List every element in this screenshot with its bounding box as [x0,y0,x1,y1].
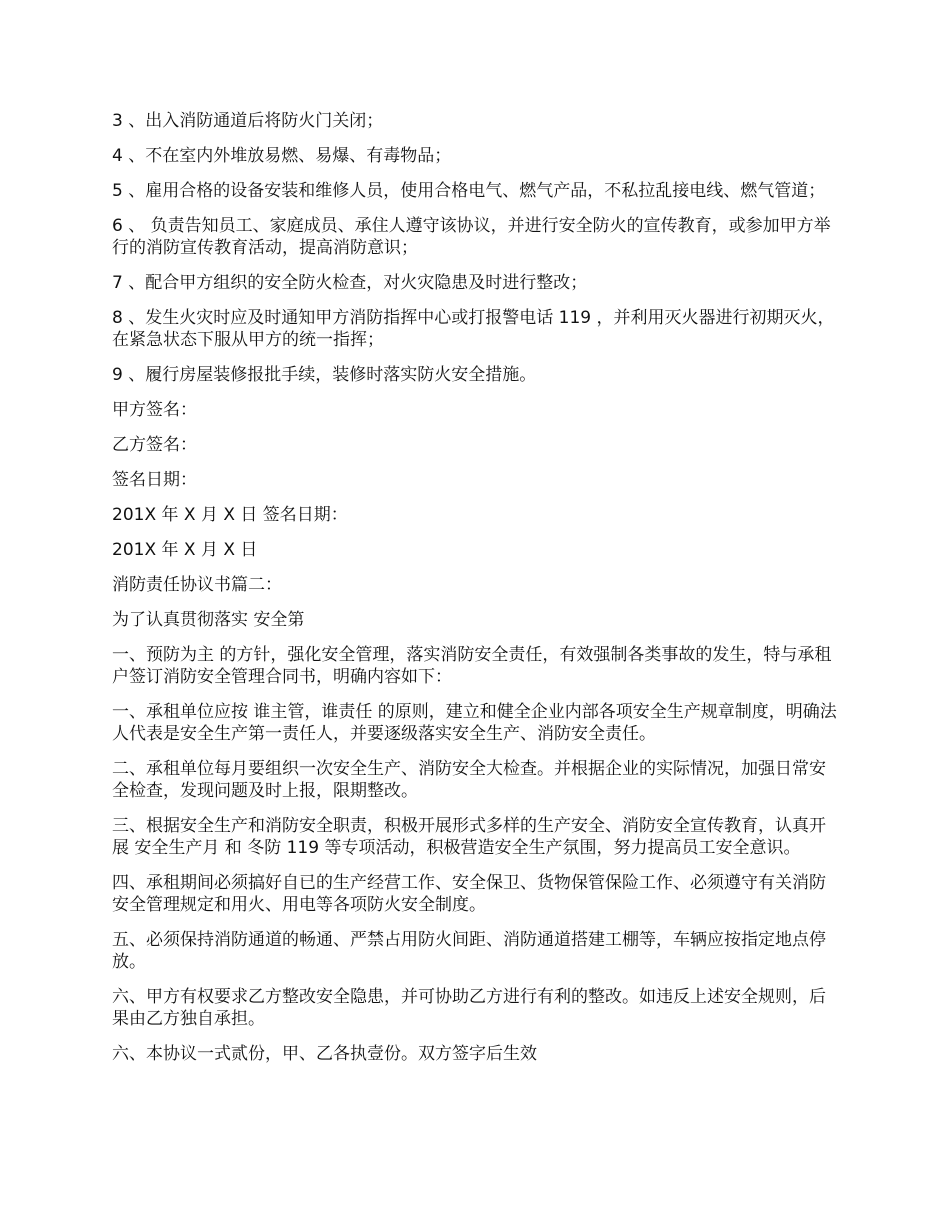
party-a-signature: 甲方签名： [112,400,197,420]
clause-7: 7 、配合甲方组织的安全防火检查，对火灾隐患及时进行整改； [112,273,588,293]
article-6-duplicate: 六、本协议一式贰份，甲、乙各执壹份。双方签字后生效 [112,1044,537,1064]
clause-6: 6 、 负责告知员工、家庭成员、承住人遵守该协议，并进行安全防火的宣传教育，或参加甲方举行的消防宣传教育活动，提高消防意识； [112,216,831,258]
clause-4: 4 、不在室内外堆放易燃、易爆、有毒物品； [112,146,452,166]
date-line-2: 201X 年 X 月 X 日 [112,540,258,560]
intro-paragraph: 一、预防为主 的方针，强化安全管理，落实消防安全责任，有效强制各类事故的发生，特与承租户签订消防安全管理合同书，明确内容如下： [112,645,832,687]
signature-date-label: 签名日期： [112,470,197,490]
article-2: 二、承租单位每月要组织一次安全生产、消防安全大检查。并根据企业的实际情况，加强日常安全检查，发现问题及时上报，限期整改。 [112,759,826,801]
article-5: 五、必须保持消防通道的畅通、严禁占用防火间距、消防通道搭建工棚等，车辆应按指定地点停放。 [112,930,826,972]
article-1: 一、承租单位应按 谁主管，谁责任 的原则，建立和健全企业内部各项安全生产规章制度，明确法人代表是安全生产第一责任人，并要逐级落实安全生产、消防安全责任。 [112,702,837,744]
article-6: 六、甲方有权要求乙方整改安全隐患，并可协助乙方进行有利的整改。如违反上述安全规则，后果由乙方独自承担。 [112,987,826,1029]
clause-9: 9 、履行房屋装修报批手续，装修时落实防火安全措施。 [112,365,537,385]
clause-8: 8 、发生火灾时应及时通知甲方消防指挥中心或打报警电话 119 ，并利用灭火器进行初期灭火，在紧急状态下服从甲方的统一指挥； [112,308,835,350]
clause-5: 5 、雇用合格的设备安装和维修人员，使用合格电气、燃气产品，不私拉乱接电线、燃气管道； [112,181,826,201]
article-4: 四、承租期间必须搞好自已的生产经营工作、安全保卫、货物保管保险工作、必须遵守有关消防安全管理规定和用火、用电等各项防火安全制度。 [112,873,826,915]
party-b-signature: 乙方签名： [112,435,197,455]
document-body [112,110,842,1078]
section-heading-part-two: 消防责任协议书篇二： [112,575,282,595]
date-line-1: 201X 年 X 月 X 日 签名日期： [112,505,348,525]
intro-line: 为了认真贯彻落实 安全第 [112,610,305,630]
article-3: 三、根据安全生产和消防安全职责，积极开展形式多样的生产安全、消防安全宣传教育，认真开展 安全生产月 和 冬防 119 等专项活动，积极营造安全生产氛围，努力提高员工安全意识。 [112,816,826,858]
clause-3: 3 、出入消防通道后将防火门关闭； [112,111,384,131]
